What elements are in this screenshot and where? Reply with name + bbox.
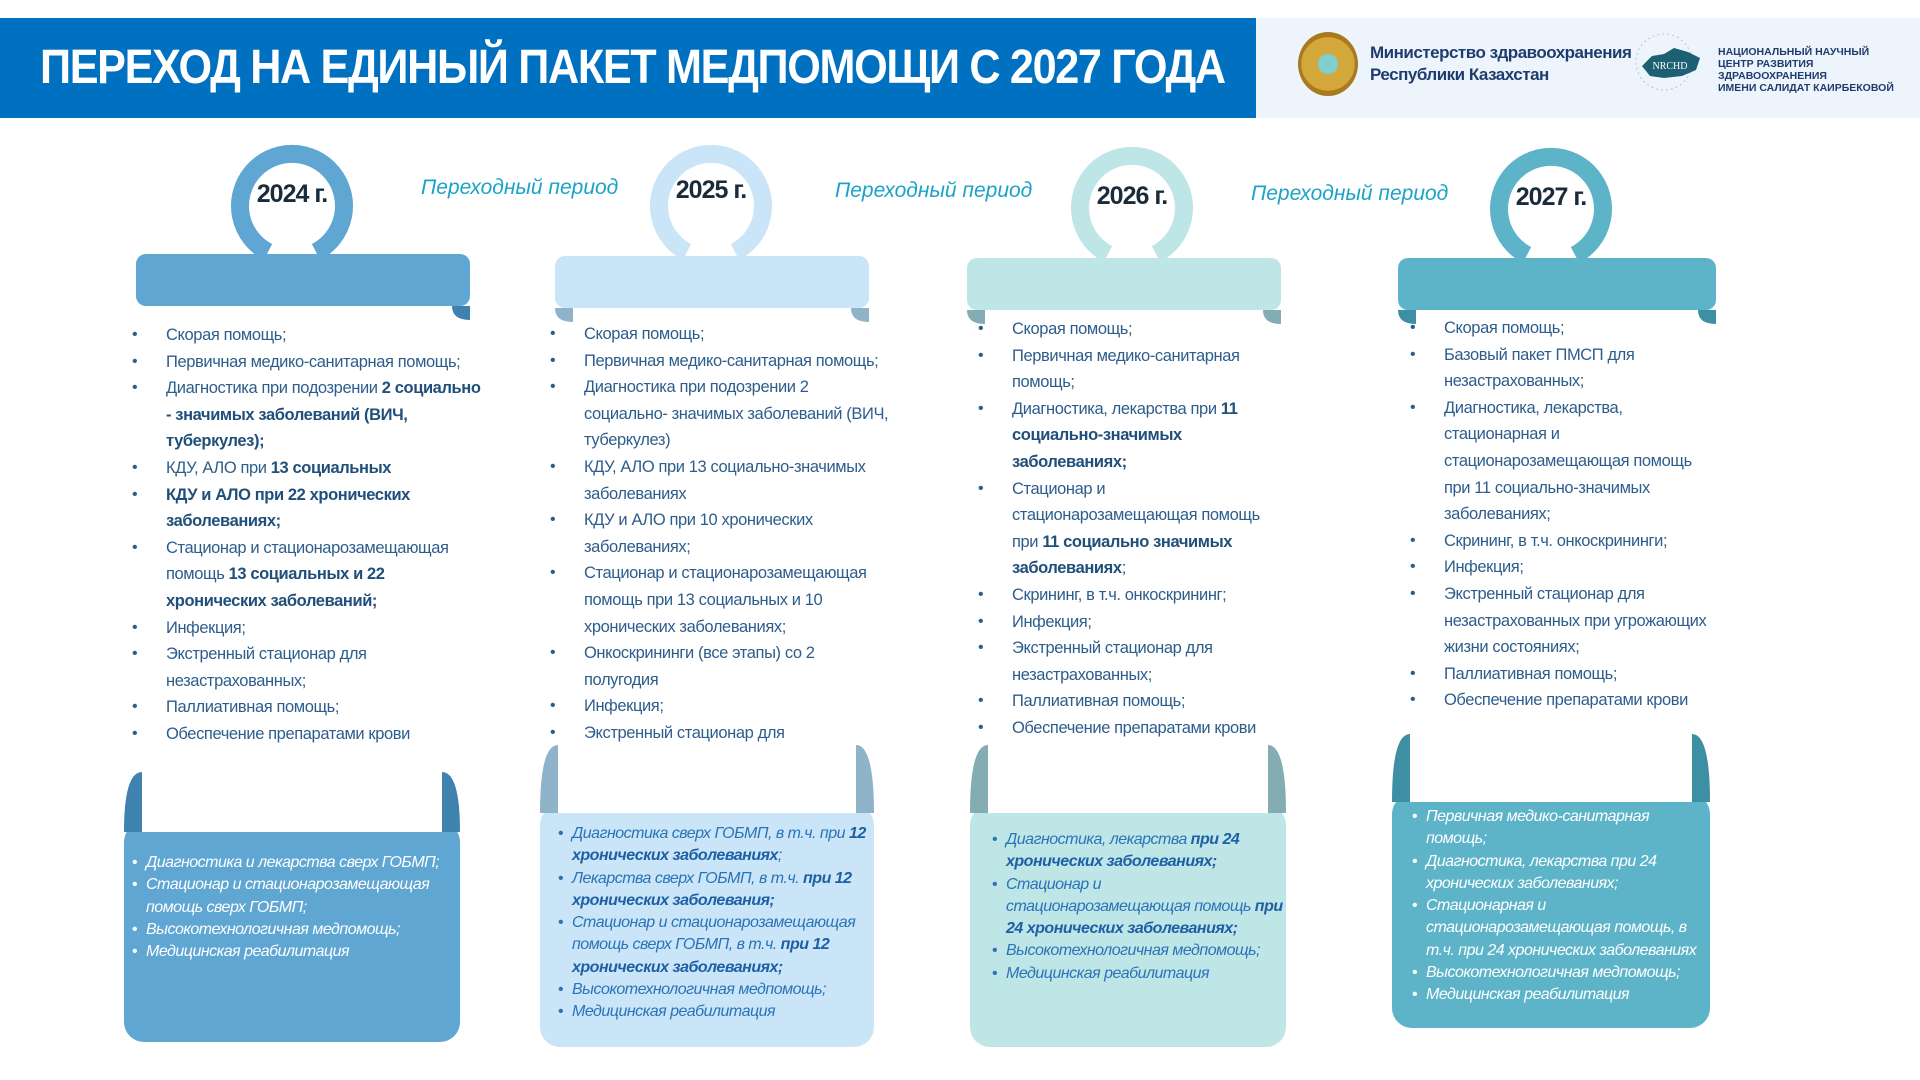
text: Высокотехнологичная медпомощь; (1006, 942, 1260, 960)
page-title: ПЕРЕХОД НА ЕДИНЫЙ ПАКЕТ МЕДПОМОЩИ С 2027 ГОДА (40, 41, 1225, 94)
extra-panel-2026 (970, 745, 1286, 1047)
text: Медицинская реабилитация (146, 943, 350, 961)
list-item (558, 823, 872, 868)
list-item (550, 454, 890, 507)
text: КДУ, АЛО при 13 социально-значимых заболеваниях (584, 457, 866, 503)
list-item (558, 979, 872, 1001)
text: Скорая помощь; (1444, 319, 1565, 337)
ministry-line-2: Республики Казахстан (1370, 65, 1549, 84)
logos-area (1256, 18, 1920, 118)
year-label-2025: 2025 г. (675, 176, 747, 204)
text: Первичная медико-санитарная помощь; (584, 351, 879, 370)
list-item (550, 348, 890, 375)
list-item (550, 640, 890, 693)
text: Скрининг, в т.ч. онкоскрининг; (1012, 585, 1227, 604)
list-item (978, 343, 1278, 396)
list-item (1410, 395, 1710, 528)
list-item (1410, 581, 1710, 661)
ribbon-2024 (134, 254, 472, 320)
text: Инфекция; (1012, 612, 1092, 631)
list-item (558, 868, 872, 913)
text: Паллиативная помощь; (1012, 692, 1186, 711)
text: КДУ и АЛО при 10 хронических заболеваниях; (584, 511, 813, 556)
title-bar (0, 18, 1256, 118)
extra-list-2026 (992, 829, 1284, 985)
list-item (550, 374, 890, 454)
list-item (550, 507, 890, 560)
center-name (1718, 46, 1920, 94)
list-item (1410, 687, 1710, 714)
extra-panel-2027 (1392, 734, 1710, 1028)
center-line-1: НАЦИОНАЛЬНЫЙ НАУЧНЫЙ (1718, 46, 1870, 58)
text: Инфекция; (1444, 558, 1524, 577)
text: Скорая помощь; (166, 326, 287, 344)
list-item (992, 829, 1284, 874)
text: Паллиативная помощь; (166, 698, 340, 717)
list-item (132, 349, 482, 376)
text: Обеспечение препаратами крови (166, 724, 410, 743)
services-list-2026 (978, 316, 1278, 742)
text: Диагностика и лекарства сверх ГОБМП; (146, 854, 440, 871)
transition-label-1: Переходный период (421, 176, 619, 199)
list-item (992, 940, 1284, 962)
text: ; (1121, 559, 1126, 578)
year-label-2027: 2027 г. (1515, 183, 1587, 211)
transition-label-2: Переходный период (835, 179, 1033, 202)
list-item (1410, 528, 1710, 555)
text: Диагностика, лекарства (1006, 831, 1191, 848)
text: Стационарная и стационарозамещающая помощь, в т.ч. при 24 хронических заболеваниях (1426, 897, 1697, 959)
list-item (132, 941, 456, 963)
list-item (1412, 895, 1708, 962)
text: Медицинская реабилитация (1426, 986, 1630, 1004)
list-item (978, 635, 1278, 688)
text: Экстренный стационар для (584, 723, 785, 742)
list-item (132, 375, 482, 455)
year-label-2026: 2026 г. (1096, 182, 1168, 210)
text: Лекарства сверх ГОБМП, в т.ч. (572, 869, 804, 887)
list-item (132, 694, 482, 721)
bold-text: при 12 хронических заболевания; (572, 869, 852, 909)
text: ; (777, 847, 782, 865)
list-item (1410, 315, 1710, 342)
list-item (978, 609, 1278, 636)
ministry-name (1370, 42, 1631, 86)
text: Первичная медико-санитарная помощь; (1426, 808, 1650, 848)
list-item (978, 476, 1278, 582)
extra-list-2027 (1412, 806, 1708, 1007)
list-item (132, 482, 482, 535)
text: Стационар и стационарозамещающая помощь при (1012, 479, 1260, 551)
text: Диагностика сверх ГОБМП, в т.ч. при (572, 825, 849, 842)
text: Стационар и стационарозамещающая помощь при 13 социальных и 10 хронических заболеваниях; (584, 564, 867, 636)
text: Скорая помощь; (584, 325, 705, 343)
text: Стационар и стационарозамещающая помощь (166, 538, 449, 584)
text: Первичная медико-санитарная помощь; (166, 352, 461, 371)
text: Стационар и стационарозамещающая помощь сверх ГОБМП; (146, 876, 430, 916)
list-item (132, 852, 456, 874)
ministry-line-1: Министерство здравоохранения (1370, 43, 1632, 62)
list-item (132, 535, 482, 615)
text: Паллиативная помощь; (1444, 664, 1618, 683)
text: Стационар и стационарозамещающая помощь (1006, 875, 1255, 915)
extra-list-2025 (558, 823, 872, 1024)
text: Стационар и стационарозамещающая помощь сверх ГОБМП, в т.ч. (572, 914, 856, 954)
text: Обеспечение препаратами крови (1012, 718, 1256, 737)
list-item (132, 455, 482, 482)
bold-text: 2 социально - значимых заболеваний (ВИЧ, туберкулез); (166, 379, 481, 451)
kazakhstan-emblem-icon (1298, 32, 1358, 96)
bold-text: 12 хронических заболеваниях (572, 825, 866, 865)
center-line-2: ЦЕНТР РАЗВИТИЯ ЗДРАВООХРАНЕНИЯ (1718, 58, 1827, 82)
extra-panel-2024 (124, 772, 460, 1042)
text: Базовый пакет ПМСП для незастрахованных; (1444, 345, 1635, 391)
list-item (558, 1001, 872, 1023)
text: Экстренный стационар для незастрахованных при угрожающих жизни состояниях; (1444, 584, 1707, 657)
extra-panel-2025 (540, 745, 874, 1047)
nrchd-logo-text: NRCHD (1652, 61, 1688, 72)
text: Медицинская реабилитация (572, 1003, 776, 1021)
text: Высокотехнологичная медпомощь; (1426, 964, 1680, 982)
ribbon-2025 (553, 256, 871, 322)
list-item (1410, 661, 1710, 688)
bold-text: 11 социально значимых заболеваниях (1012, 532, 1233, 578)
year-label-2024: 2024 г. (256, 180, 328, 208)
services-list-2024 (132, 322, 482, 748)
list-item (1412, 851, 1708, 896)
text: Диагностика, лекарства при 24 хронических заболеваниях; (1426, 852, 1657, 892)
list-item (978, 316, 1278, 343)
center-line-3: ИМЕНИ САЛИДАТ КАИРБЕКОВОЙ (1718, 82, 1894, 94)
text: Высокотехнологичная медпомощь; (572, 981, 826, 999)
extra-list-2024 (132, 852, 456, 963)
list-item (978, 582, 1278, 609)
list-item (1412, 962, 1708, 984)
list-item (1410, 342, 1710, 395)
list-item (132, 641, 482, 694)
text: Медицинская реабилитация (1006, 964, 1210, 982)
text: КДУ, АЛО при (166, 458, 271, 477)
list-item (992, 963, 1284, 985)
bold-text: 13 социальных и 22 хронических заболеваний; (166, 565, 385, 610)
text: Инфекция; (166, 618, 246, 637)
ribbon-2026 (965, 258, 1283, 324)
text: Обеспечение препаратами крови (1444, 691, 1688, 710)
text: Первичная медико-санитарная помощь; (1012, 346, 1240, 392)
list-item (550, 560, 890, 640)
list-item (1410, 554, 1710, 581)
text: Диагностика при подозрении 2 социально- значимых заболеваний (ВИЧ, туберкулез) (584, 378, 889, 450)
text: Скорая помощь; (1012, 320, 1133, 338)
list-item (992, 874, 1284, 941)
text: Диагностика при подозрении (166, 379, 382, 398)
text: Инфекция; (584, 697, 664, 716)
bold-text: 13 социальных (270, 458, 392, 477)
list-item (978, 715, 1278, 742)
bold-text: при 24 хронических заболеваниях; (1006, 831, 1240, 871)
list-item (132, 919, 456, 941)
bold-text: при 12 хронических заболеваниях; (572, 936, 830, 976)
text: Экстренный стационар для незастрахованных; (1012, 639, 1213, 684)
list-item (1412, 984, 1708, 1006)
list-item (1412, 806, 1708, 851)
text: Скрининг, в т.ч. онкоскрининги; (1444, 531, 1668, 550)
header-banner (0, 18, 1920, 118)
bold-text: при 24 хронических заболеваниях; (1006, 897, 1283, 938)
text: Экстренный стационар для незастрахованных; (166, 645, 367, 690)
list-item (978, 396, 1278, 476)
transition-label-3: Переходный период (1251, 182, 1449, 205)
bold-text: 11 социально-значимых заболеваниях; (1012, 399, 1238, 471)
bold-text: КДУ и АЛО при 22 хронических заболеваниях; (166, 485, 410, 531)
text: Диагностика, лекарства при (1012, 399, 1221, 418)
list-item (132, 874, 456, 919)
list-item (978, 688, 1278, 715)
list-item (132, 615, 482, 642)
list-item (558, 912, 872, 979)
nrchd-logo-icon (1634, 30, 1706, 94)
list-item (132, 322, 482, 349)
text: Высокотехнологичная медпомощь; (146, 920, 400, 938)
services-list-2027 (1410, 315, 1710, 714)
text: Онкоскрининги (все этапы) со 2 полугодия (584, 644, 815, 689)
list-item (132, 721, 482, 748)
list-item (550, 321, 890, 348)
text: Диагностика, лекарства, стационарная и стационарозамещающая помощь при 11 социально-значимых заболеваниях; (1444, 398, 1692, 524)
list-item (550, 693, 890, 720)
